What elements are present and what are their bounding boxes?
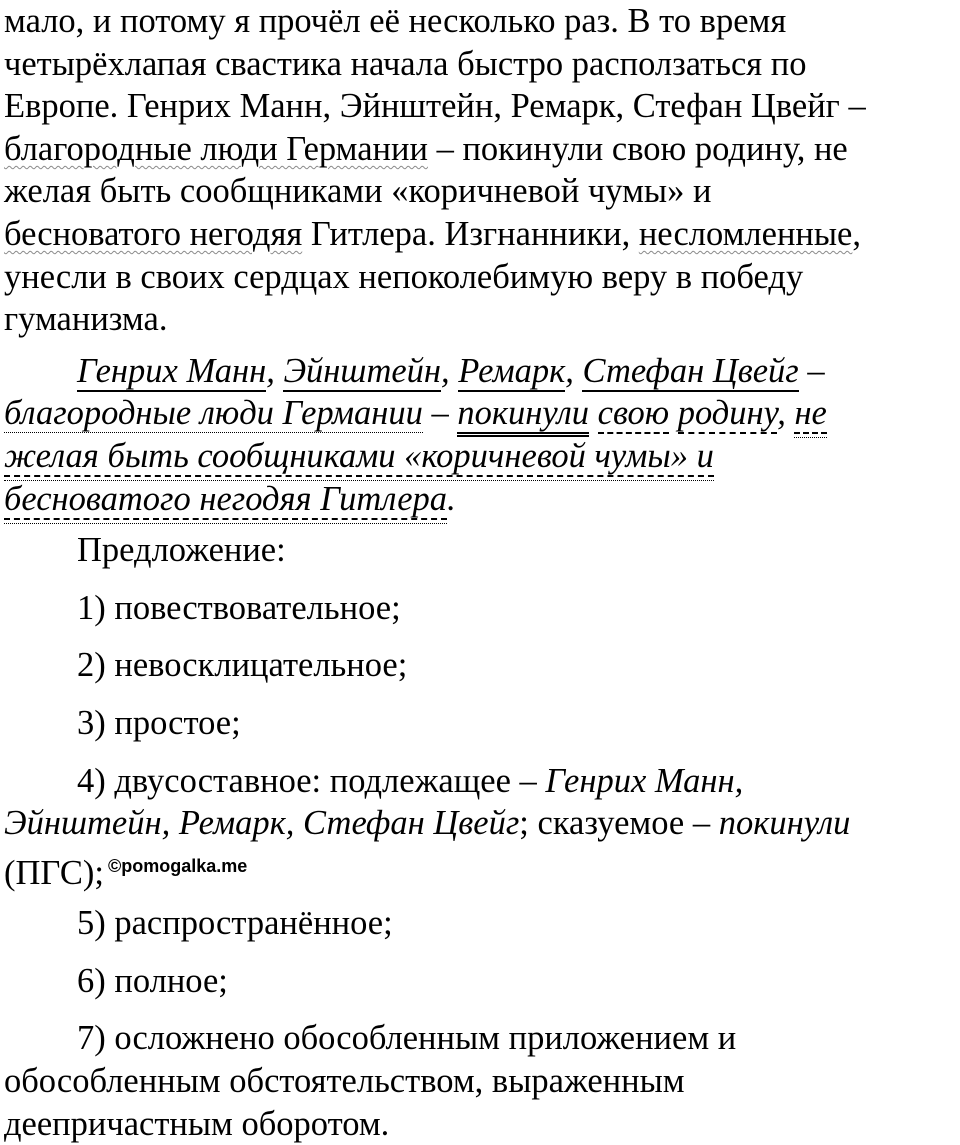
subject-word: Генрих Манн xyxy=(77,351,267,390)
space xyxy=(589,394,598,432)
text-line: мало, и потому я прочёл её несколько раз. В то время xyxy=(4,2,787,40)
watermark: ©pomogalka.me xyxy=(107,855,248,876)
adverbial-phrase: бесноватого негодяя Гитлера xyxy=(4,479,448,518)
analysis-item xyxy=(4,760,954,892)
analysis-item: 3) простое; xyxy=(77,703,241,742)
subject-example: Эйнштейн, Ремарк, Стефан Цвейг xyxy=(4,804,520,843)
parsed-line xyxy=(4,350,954,393)
parsed-sentence xyxy=(4,350,954,520)
punctuation: – xyxy=(422,394,458,433)
punctuation: – xyxy=(798,351,825,390)
text-run: – покинули свою родину, не xyxy=(427,129,848,168)
analysis-item: 1) повествовательное; xyxy=(77,588,401,627)
spellcheck-mark: несломленные xyxy=(638,214,853,253)
punctuation: , xyxy=(565,351,583,390)
text-run: , xyxy=(852,214,861,253)
subject-word: Стефан Цвейг xyxy=(582,351,799,390)
parsed-line xyxy=(4,392,954,435)
subject-word: Эйнштейн xyxy=(283,351,442,390)
predicate-word: покинули xyxy=(457,394,589,437)
analysis-list xyxy=(4,529,954,1145)
text-line xyxy=(4,845,954,892)
text-paragraph xyxy=(4,0,954,341)
parsed-line xyxy=(4,478,954,521)
text-run: Гитлера. Изгнанники, xyxy=(302,214,639,253)
text-line: обособленным обстоятельством, выраженным xyxy=(4,1062,685,1101)
space xyxy=(669,394,678,432)
text-run: ; сказуемое – xyxy=(519,804,719,843)
predicate-example: покинули xyxy=(718,804,851,843)
analysis-item: 6) полное; xyxy=(77,961,228,1000)
text-line: деепричастным оборотом. xyxy=(4,1104,390,1143)
parsed-line xyxy=(4,435,954,478)
object-word: родину xyxy=(677,394,778,433)
text-run: 4) двусоставное: подлежащее – xyxy=(77,761,546,800)
punctuation: , xyxy=(441,351,459,390)
attribute-word: свою xyxy=(597,394,670,433)
analysis-item xyxy=(4,1017,954,1145)
spellcheck-mark: бесноватого негодяя xyxy=(4,214,303,253)
text-line: желая быть сообщниками «коричневой чумы» и xyxy=(4,172,712,211)
text-line: Европе. Генрих Манн, Эйнштейн, Ремарк, Стефан Цвейг – xyxy=(4,87,866,126)
text-line xyxy=(4,760,954,803)
punctuation: , xyxy=(266,351,284,390)
apposition-phrase: благородные люди Германии xyxy=(4,394,423,433)
text-line xyxy=(4,802,954,845)
text-line xyxy=(4,128,954,171)
punctuation: . xyxy=(447,479,456,518)
adverbial-phrase: желая быть сообщниками «коричневой чумы» и xyxy=(4,436,714,475)
subject-example: Генрих Манн, xyxy=(545,761,744,800)
text-run: (ПГС); xyxy=(4,853,104,892)
punctuation: , xyxy=(777,394,795,433)
text-line: четырёхлапая свастика начала быстро расползаться по xyxy=(4,44,807,83)
sentence-label: Предложение: xyxy=(77,531,286,570)
text-line: унесли в своих сердцах непоколебимую веру в победу xyxy=(4,257,804,296)
adverbial-phrase: не xyxy=(794,394,827,433)
analysis-item: 2) невосклицательное; xyxy=(77,646,408,685)
analysis-item: 5) распространённое; xyxy=(77,904,393,943)
text-line: 7) осложнено обособленным приложением и xyxy=(77,1019,737,1058)
subject-word: Ремарк xyxy=(458,351,566,390)
document-page xyxy=(4,0,954,1145)
text-line xyxy=(4,213,954,256)
spellcheck-mark: благородные люди Германии xyxy=(4,129,428,168)
text-line: гуманизма. xyxy=(4,300,168,339)
